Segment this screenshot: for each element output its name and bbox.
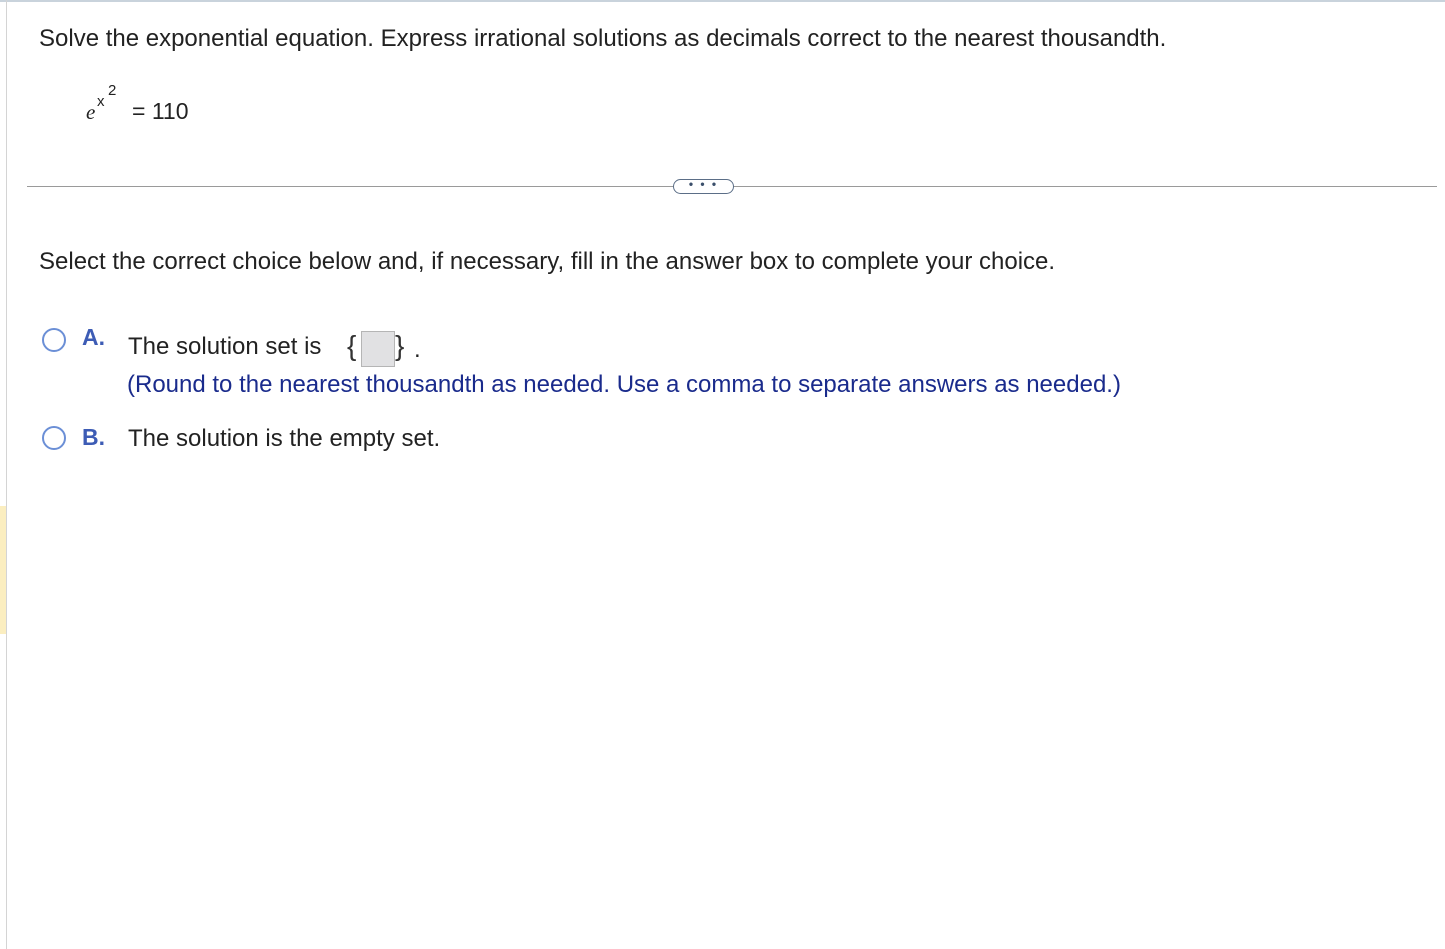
equation-exponent-var: x xyxy=(97,93,105,110)
instruction-text: Select the correct choice below and, if necessary, fill in the answer box to complete your choice. xyxy=(39,248,1056,275)
equation-rhs: = 110 xyxy=(132,98,189,124)
solution-set-group xyxy=(347,328,437,368)
choice-a-hint: (Round to the nearest thousandth as needed. Use a comma to separate answers as needed.) xyxy=(127,371,1121,398)
equation-base: e xyxy=(86,100,96,124)
more-options-button[interactable]: • • • xyxy=(673,179,734,194)
choice-a-letter: A. xyxy=(82,324,105,350)
choice-b-letter: B. xyxy=(82,424,105,450)
choice-a-text: The solution set is xyxy=(128,333,322,360)
left-accent-bar xyxy=(0,506,6,634)
question-prompt: Solve the exponential equation. Express irrational solutions as decimals correct to the nearest thousandth. xyxy=(39,25,1167,52)
choice-a-period: . xyxy=(414,336,421,363)
left-rule xyxy=(6,0,7,949)
choice-a-radio[interactable] xyxy=(42,328,66,352)
choice-b-radio[interactable] xyxy=(42,426,66,450)
answer-input-box[interactable] xyxy=(361,331,395,367)
brace-open: { xyxy=(347,330,357,361)
equation xyxy=(86,82,286,130)
equation-exponent-power: 2 xyxy=(108,82,117,99)
choice-b-text: The solution is the empty set. xyxy=(128,425,441,452)
brace-close: } xyxy=(395,330,405,361)
top-border xyxy=(0,0,1445,2)
